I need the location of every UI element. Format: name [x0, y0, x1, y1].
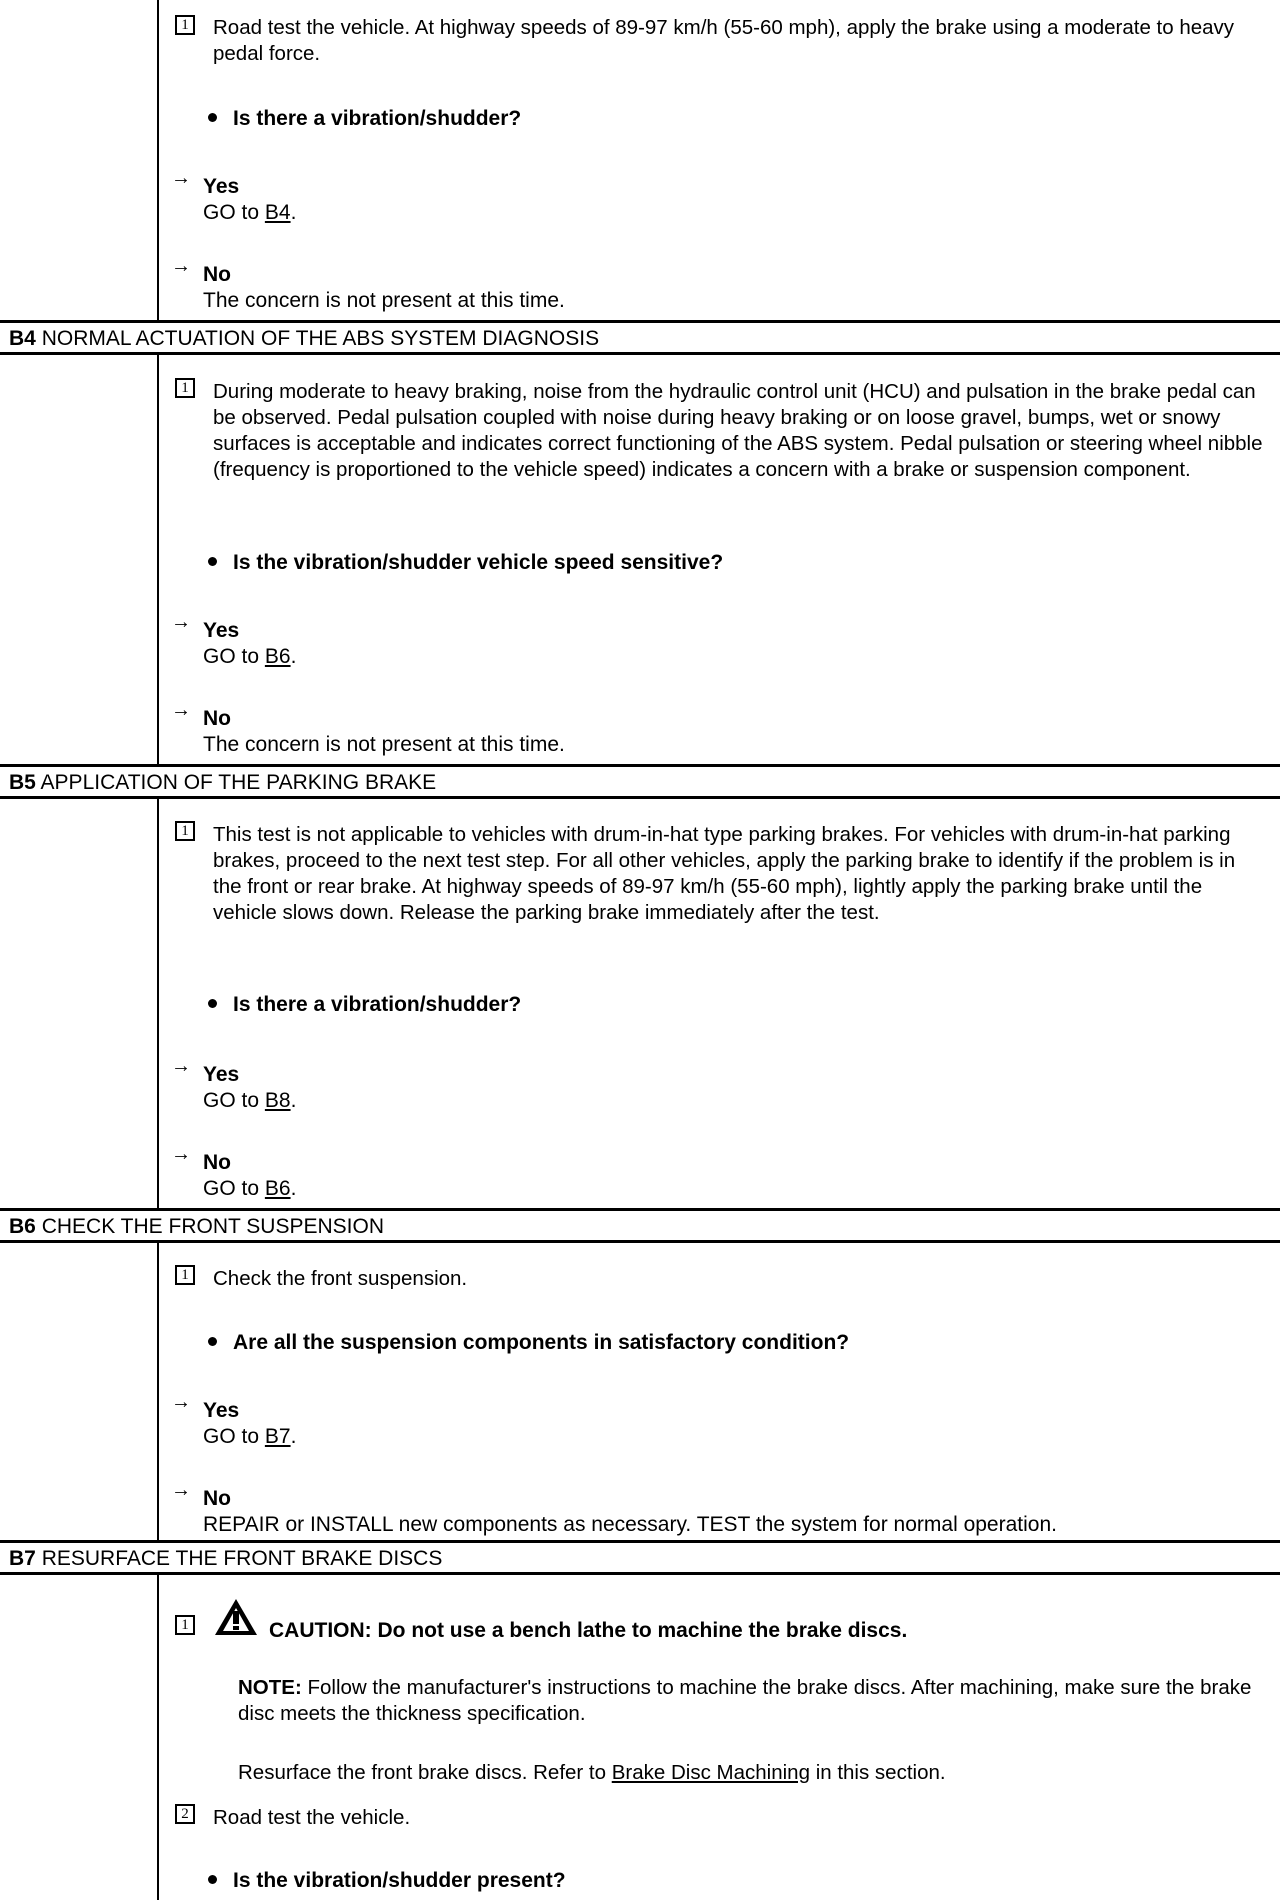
section-header-b5: B5 APPLICATION OF THE PARKING BRAKE [9, 771, 437, 794]
goto-link-b6[interactable]: B6 [264, 645, 291, 668]
bullet-dot [208, 999, 217, 1008]
warning-triangle-icon [213, 1597, 259, 1643]
section-rule [0, 352, 1280, 355]
yes-label: Yes [203, 1063, 240, 1086]
section-header-b6: B6 CHECK THE FRONT SUSPENSION [9, 1215, 384, 1238]
step-number-box: 2 [175, 1804, 195, 1824]
yes-answer: Yes GO to B7. [203, 1399, 297, 1448]
no-label: No [203, 707, 231, 730]
no-label: No [203, 1487, 231, 1510]
question-bullet: Is there a vibration/shudder? [208, 107, 521, 131]
yes-label: Yes [203, 619, 240, 642]
arrow-icon: → [171, 611, 191, 633]
goto-link-b6[interactable]: B6 [264, 1177, 291, 1200]
question-bullet: Is the vibration/shudder present? [208, 1869, 566, 1893]
section-rule [0, 1572, 1280, 1575]
step-instruction: During moderate to heavy braking, noise from the hydraulic control unit (HCU) and pulsation in the brake pedal can be observed. Pedal pulsation coupled with noise during heavy braking or on loose gravel, bumps, wet or snowy surfaces is acceptable and indicates correct functioning of the ABS system. Pedal pulsation or steering wheel nibble (frequency is proportioned to the vehicle speed) indicates a concern with a brake or suspension component. [213, 380, 1263, 481]
step-instruction: Check the front suspension. [213, 1267, 468, 1290]
no-label: No [203, 1151, 231, 1174]
step-number-box: 1 [175, 378, 195, 398]
step-instruction: This test is not applicable to vehicles with drum-in-hat type parking brakes. For vehicles with drum-in-hat parking brakes, proceed to the next test step. For all other vehicles, apply the parking brake to identify if the problem is in the front or rear brake. At highway speeds of 89-97 km/h (55-60 mph), lightly apply the parking brake until the vehicle slows down. Release the parking brake immediately after the test. [213, 823, 1236, 924]
yes-answer: Yes GO to B4. [203, 175, 297, 224]
section-rule [0, 1208, 1280, 1211]
note-label: NOTE: [238, 1676, 302, 1699]
column-divider [157, 798, 159, 1208]
step-instruction: Road test the vehicle. At highway speeds of 89-97 km/h (55-60 mph), apply the brake using a moderate to heavy pedal force. [213, 16, 1235, 65]
note-paragraph: NOTE: Follow the manufacturer's instructions to machine the brake discs. After machining, make sure the brake disc meets the thickness specification. [238, 1676, 1252, 1725]
column-divider [157, 1574, 159, 1900]
no-answer: No The concern is not present at this time. [203, 263, 565, 312]
step-number-box: 1 [175, 1265, 195, 1285]
step-number-box: 1 [175, 821, 195, 841]
goto-link-b8[interactable]: B8 [264, 1089, 291, 1112]
bullet-dot [208, 557, 217, 566]
arrow-icon: → [171, 699, 191, 721]
column-divider [157, 354, 159, 764]
no-answer: No GO to B6. [203, 1151, 297, 1200]
caution-line: CAUTION: Do not use a bench lathe to machine the brake discs. [213, 1597, 907, 1643]
bullet-dot [208, 113, 217, 122]
arrow-icon: → [171, 255, 191, 277]
question-bullet: Is the vibration/shudder vehicle speed sensitive? [208, 551, 723, 575]
section-rule [0, 796, 1280, 799]
arrow-icon: → [171, 1055, 191, 1077]
section-rule [0, 1540, 1280, 1543]
yes-label: Yes [203, 175, 240, 198]
step-number-box: 1 [175, 15, 195, 35]
arrow-icon: → [171, 1143, 191, 1165]
resurface-instruction: Resurface the front brake discs. Refer to Brake Disc Machining in this section. [238, 1761, 946, 1784]
column-divider [157, 1242, 159, 1540]
bullet-dot [208, 1337, 217, 1346]
section-rule [0, 1240, 1280, 1243]
section-rule [0, 320, 1280, 323]
step-instruction: Road test the vehicle. [213, 1806, 411, 1829]
section-header-b7: B7 RESURFACE THE FRONT BRAKE DISCS [9, 1547, 443, 1570]
bullet-dot [208, 1875, 217, 1884]
goto-link-b7[interactable]: B7 [264, 1425, 291, 1448]
yes-label: Yes [203, 1399, 240, 1422]
question-bullet: Are all the suspension components in satisfactory condition? [208, 1331, 849, 1355]
yes-answer: Yes GO to B8. [203, 1063, 297, 1112]
no-answer: No The concern is not present at this time. [203, 707, 565, 756]
section-rule [0, 764, 1280, 767]
question-bullet: Is there a vibration/shudder? [208, 993, 521, 1017]
no-label: No [203, 263, 231, 286]
section-header-b4: B4 NORMAL ACTUATION OF THE ABS SYSTEM DIAGNOSIS [9, 327, 600, 350]
column-divider [157, 0, 159, 320]
goto-link-b4[interactable]: B4 [264, 201, 291, 224]
yes-answer: Yes GO to B6. [203, 619, 297, 668]
arrow-icon: → [171, 1479, 191, 1501]
arrow-icon: → [171, 167, 191, 189]
no-answer: No REPAIR or INSTALL new components as necessary. TEST the system for normal operation. [203, 1487, 1057, 1536]
step-number-box: 1 [175, 1615, 195, 1635]
arrow-icon: → [171, 1391, 191, 1413]
brake-disc-machining-link[interactable]: Brake Disc Machining [611, 1761, 810, 1784]
